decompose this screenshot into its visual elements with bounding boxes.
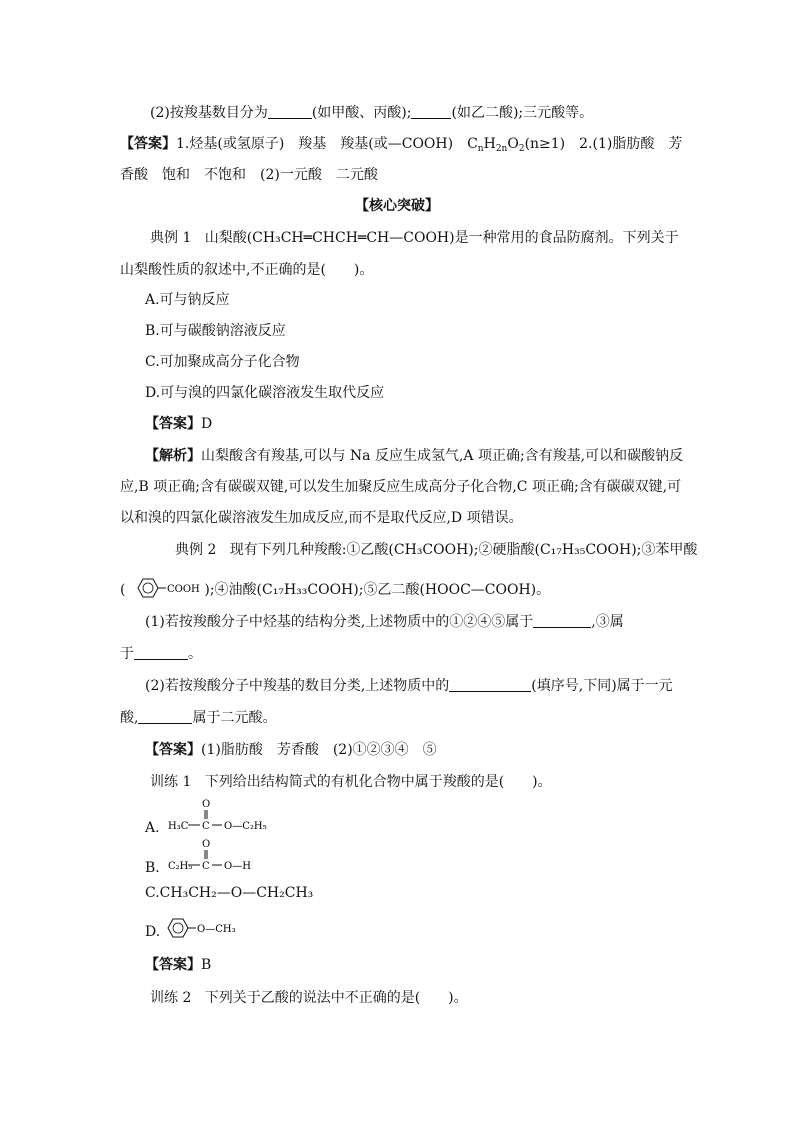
answer-tag: 【答案】 bbox=[145, 416, 201, 432]
example-text: 山梨酸(CH₃CH═CHCH═CH—COOH)是一种常用的食品防腐剂。下列关于 bbox=[204, 230, 679, 246]
svg-text:C: C bbox=[202, 861, 210, 872]
answer-tag: 【答案】 bbox=[120, 136, 176, 152]
answer-text: B bbox=[201, 957, 212, 973]
option-d bbox=[145, 922, 160, 942]
option-letter: B. bbox=[145, 860, 160, 876]
answer-line bbox=[145, 740, 437, 760]
question-text: ,③属 bbox=[591, 614, 624, 630]
question-text: (2)若按羧酸分子中羧基的数目分类,上述物质中的 bbox=[145, 678, 450, 694]
question-line bbox=[145, 612, 624, 632]
answer-blank[interactable] bbox=[138, 709, 192, 724]
analysis-tag: 【解析】 bbox=[145, 448, 201, 464]
option-c: C.可加聚成高分子化合物 bbox=[145, 354, 300, 370]
structure-label: COOH bbox=[166, 584, 200, 595]
answer-tag: 【答案】 bbox=[145, 957, 201, 973]
training-text: 下列关于乙酸的说法中不正确的是( )。 bbox=[204, 990, 468, 1006]
question-text: 酸, bbox=[120, 710, 139, 726]
structure-option-d bbox=[164, 915, 254, 941]
question-text: 属于二元酸。 bbox=[192, 710, 277, 726]
example-text: );④油酸(C₁₇H₃₃COOH);⑤乙二酸(HOOC—COOH)。 bbox=[204, 582, 551, 598]
subscript: n bbox=[477, 144, 484, 154]
question-line bbox=[145, 676, 673, 696]
svg-text:O: O bbox=[202, 799, 211, 810]
option-a bbox=[145, 818, 160, 838]
answer-line bbox=[120, 165, 378, 185]
question-line bbox=[120, 644, 202, 664]
subscript: 2n bbox=[495, 144, 508, 154]
training-label: 训练 1 bbox=[150, 774, 192, 790]
example-line bbox=[150, 228, 679, 248]
answer-text: (1)脂肪酸 芳香酸 (2)①②③④ ⑤ bbox=[201, 742, 437, 758]
svg-text:O: O bbox=[202, 839, 211, 850]
option-d: D.可与溴的四氯化碳溶液发生取代反应 bbox=[145, 385, 385, 401]
question-text: (填序号,下同)属于一元 bbox=[531, 678, 673, 694]
option-letter: A. bbox=[145, 820, 160, 836]
answer-text: 1.烃基(或氢原子) 羧基 羧基(或—COOH) C bbox=[176, 136, 478, 152]
example-line: 山梨酸性质的叙述中,不正确的是( )。 bbox=[120, 262, 374, 278]
analysis-line: 以和溴的四氯化碳溶液发生加成反应,而不是取代反应,D 项错误。 bbox=[120, 510, 523, 526]
analysis-line bbox=[145, 446, 683, 466]
section-title: 【核心突破】 bbox=[355, 198, 439, 214]
option-c: C.CH₃CH₂—O—CH₂CH₃ bbox=[145, 885, 314, 901]
structure-label: O—C₂H₅ bbox=[224, 821, 267, 832]
training-label: 训练 2 bbox=[150, 990, 192, 1006]
answer-tag: 【答案】 bbox=[145, 742, 201, 758]
option-letter: D. bbox=[145, 924, 161, 940]
question-text: (2)按羧基数目分为 bbox=[150, 105, 268, 121]
example-label: 典例 2 bbox=[175, 542, 217, 558]
answer-text: H bbox=[483, 136, 496, 152]
answer-text: 香酸 饱和 不饱和 (2)一元酸 二元酸 bbox=[120, 167, 378, 183]
structure-label: O—CH₃ bbox=[197, 924, 236, 935]
answer-blank[interactable] bbox=[134, 645, 188, 660]
example-label: 典例 1 bbox=[150, 230, 192, 246]
answer-line bbox=[120, 134, 682, 159]
example-text: 现有下列几种羧酸:①乙酸(CH₃COOH);②硬脂酸(C₁₇H₃₅COOH);③苯甲酸 bbox=[229, 542, 698, 558]
answer-blank[interactable] bbox=[449, 677, 531, 692]
question-text: 于 bbox=[120, 646, 134, 662]
structure-option-b bbox=[166, 836, 296, 876]
answer-blank[interactable] bbox=[268, 104, 312, 119]
question-text: (如乙二酸);三元酸等。 bbox=[451, 105, 594, 121]
question-text: (1)若按羧酸分子中烃基的结构分类,上述物质中的①②④⑤属于 bbox=[145, 614, 534, 630]
answer-blank[interactable] bbox=[411, 104, 451, 119]
answer-line bbox=[145, 955, 211, 975]
analysis-text: 山梨酸含有羧基,可以与 Na 反应生成氢气,A 项正确;含有羧基,可以和碳酸钠反 bbox=[201, 448, 684, 464]
question-line bbox=[150, 103, 593, 123]
structure-label: O—H bbox=[224, 861, 251, 872]
training-text: 下列给出结构简式的有机化合物中属于羧酸的是( )。 bbox=[204, 774, 552, 790]
question-text: 。 bbox=[188, 646, 202, 662]
answer-text: D bbox=[201, 416, 213, 432]
option-b bbox=[145, 858, 160, 878]
structure-label: C₂H₅ bbox=[168, 861, 193, 872]
subscript: 2 bbox=[518, 144, 525, 154]
example-line: ( COOH );④油酸(C₁₇H₃₃COOH);⑤乙二酸(HOOC—COOH)。 bbox=[120, 576, 550, 600]
question-text: (如甲酸、丙酸); bbox=[311, 105, 412, 121]
answer-line bbox=[145, 414, 212, 434]
training-line bbox=[150, 772, 552, 792]
svg-text:C: C bbox=[202, 821, 210, 832]
training-line bbox=[150, 988, 468, 1008]
option-a: A.可与钠反应 bbox=[145, 292, 230, 308]
benzoic-acid-structure bbox=[130, 576, 200, 600]
option-b: B.可与碳酸钠溶液反应 bbox=[145, 323, 286, 339]
question-line bbox=[120, 708, 276, 728]
example-line bbox=[175, 540, 697, 560]
structure-label: H₃C bbox=[168, 821, 189, 832]
structure-option-a bbox=[166, 796, 296, 836]
answer-text: (n≥1) 2.(1)脂肪酸 芳 bbox=[524, 136, 683, 152]
analysis-line: 应,B 项正确;含有碳碳双键,可以发生加聚反应生成高分子化合物,C 项正确;含有碳碳双键,可 bbox=[120, 479, 682, 495]
answer-text: O bbox=[507, 136, 519, 152]
answer-blank[interactable] bbox=[533, 613, 591, 628]
